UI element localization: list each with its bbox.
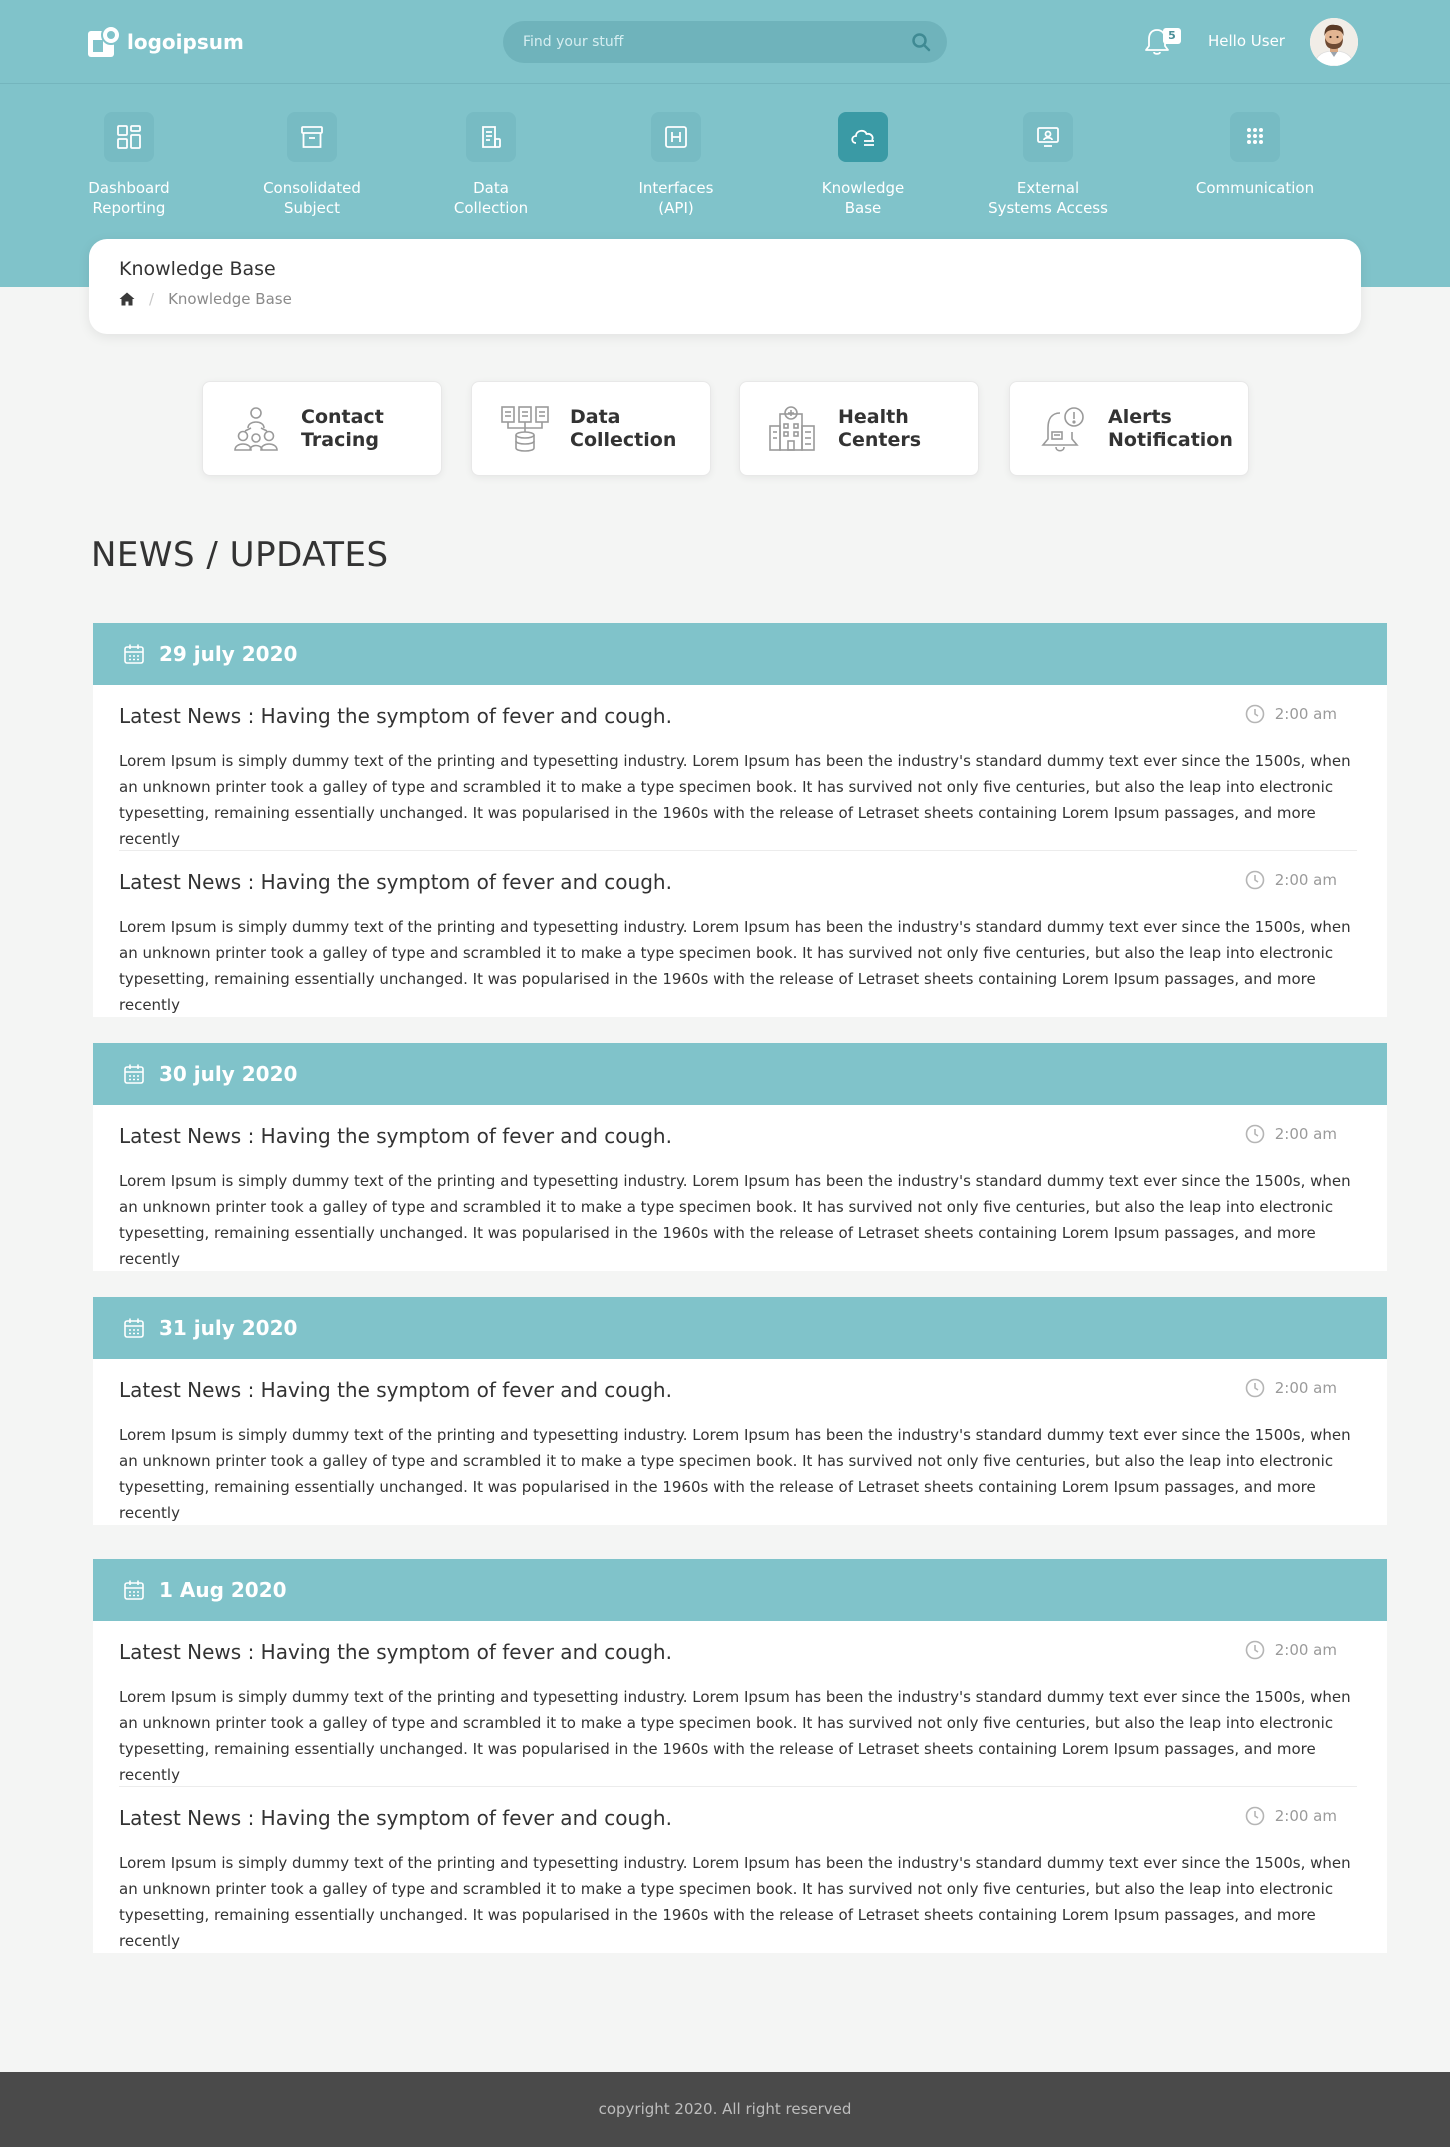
- clock-icon: [1245, 1640, 1265, 1660]
- news-article-body: Lorem Ipsum is simply dummy text of the printing and typesetting industry. Lorem Ipsum has been the industry's standard dummy text ever since the 1500s, when an unknown printer took a galley of type and scrambled it to make a type specimen book. It has survived not only five centuries, but also the leap into electronic typesetting, remaining essentially unchanged. It was popularised in the 1960s with the release of Letraset sheets containing Lorem Ipsum passages, and more recently: [119, 1688, 1351, 1784]
- clock-icon: [1245, 1806, 1265, 1826]
- news-date: 1 Aug 2020: [159, 1578, 287, 1602]
- monitor-user-icon: [1023, 112, 1073, 162]
- news-article[interactable]: [119, 1787, 1357, 1953]
- search-icon[interactable]: [911, 32, 931, 52]
- news-article-title[interactable]: Latest News : Having the symptom of fever and cough.: [119, 1124, 672, 1148]
- breadcrumb-current: Knowledge Base: [168, 290, 292, 308]
- nav-item-knowledge-base[interactable]: [778, 112, 948, 218]
- quick-link-data-collection[interactable]: [471, 381, 711, 476]
- news-article-title[interactable]: Latest News : Having the symptom of fever and cough.: [119, 1640, 672, 1664]
- logo-icon: [87, 26, 121, 58]
- calendar-icon: [123, 643, 145, 665]
- user-avatar-icon: [1310, 18, 1358, 66]
- news-day-group: [93, 1559, 1387, 1953]
- news-article[interactable]: [119, 685, 1357, 851]
- news-day-header: [93, 1297, 1387, 1359]
- news-article-time: [1245, 1124, 1337, 1144]
- news-article[interactable]: [119, 1105, 1357, 1271]
- logo-text: logoipsum: [127, 30, 244, 54]
- news-date: 29 july 2020: [159, 642, 298, 666]
- archive-box-icon: [287, 112, 337, 162]
- quick-link-label: Alerts Notification: [1108, 405, 1233, 451]
- nav-item-consolidated-subject[interactable]: [227, 112, 397, 218]
- news-article-body: Lorem Ipsum is simply dummy text of the printing and typesetting industry. Lorem Ipsum has been the industry's standard dummy text ever since the 1500s, when an unknown printer took a galley of type and scrambled it to make a type specimen book. It has survived not only five centuries, but also the leap into electronic typesetting, remaining essentially unchanged. It was popularised in the 1960s with the release of Letraset sheets containing Lorem Ipsum passages, and more recently: [119, 1172, 1351, 1268]
- calendar-icon: [123, 1063, 145, 1085]
- home-icon[interactable]: [119, 292, 135, 306]
- quick-link-health-centers[interactable]: [739, 381, 979, 476]
- nav-label: Interfaces (API): [638, 179, 714, 217]
- news-day-group: [93, 1043, 1387, 1271]
- news-time-text: 2:00 am: [1274, 1379, 1337, 1397]
- news-day-header: [93, 1559, 1387, 1621]
- avatar[interactable]: [1310, 18, 1358, 66]
- news-article-title[interactable]: Latest News : Having the symptom of fever and cough.: [119, 1378, 672, 1402]
- news-article-time: [1245, 704, 1337, 724]
- page-title: Knowledge Base: [119, 258, 276, 280]
- quick-link-label: Contact Tracing: [301, 405, 384, 451]
- quick-link-label: Health Centers: [838, 405, 922, 451]
- top-bar: [0, 0, 1450, 84]
- dashboard-icon: [104, 112, 154, 162]
- dialpad-icon: [1230, 112, 1280, 162]
- news-article-body: Lorem Ipsum is simply dummy text of the printing and typesetting industry. Lorem Ipsum has been the industry's standard dummy text ever since the 1500s, when an unknown printer took a galley of type and scrambled it to make a type specimen book. It has survived not only five centuries, but also the leap into electronic typesetting, remaining essentially unchanged. It was popularised in the 1960s with the release of Letraset sheets containing Lorem Ipsum passages, and more recently: [119, 1426, 1351, 1522]
- nav-label: Communication: [1195, 179, 1315, 197]
- nav-label: Data Collection: [453, 179, 529, 217]
- clock-icon: [1245, 704, 1265, 724]
- nav-item-dashboard-reporting[interactable]: [44, 112, 214, 218]
- news-article[interactable]: [119, 1359, 1357, 1525]
- news-day-header: [93, 623, 1387, 685]
- news-day-header: [93, 1043, 1387, 1105]
- user-greeting[interactable]: Hello User: [1208, 32, 1285, 50]
- news-article-title[interactable]: Latest News : Having the symptom of fever and cough.: [119, 870, 672, 894]
- breadcrumb-separator: /: [149, 290, 155, 308]
- news-article-title[interactable]: Latest News : Having the symptom of fever and cough.: [119, 1806, 672, 1830]
- nav-item-communication[interactable]: [1170, 112, 1340, 198]
- quick-link-label: Data Collection: [570, 405, 677, 451]
- news-date: 31 july 2020: [159, 1316, 298, 1340]
- news-date: 30 july 2020: [159, 1062, 298, 1086]
- calendar-icon: [123, 1579, 145, 1601]
- news-article[interactable]: [119, 1621, 1357, 1787]
- cloud-icon: [838, 112, 888, 162]
- document-list-icon: [466, 112, 516, 162]
- breadcrumb: [119, 290, 292, 308]
- notification-badge: 5: [1163, 28, 1181, 44]
- clock-icon: [1245, 1124, 1265, 1144]
- copyright-text: copyright 2020. All right reserved: [598, 2100, 852, 2118]
- main-nav: [0, 112, 1450, 222]
- news-day-group: [93, 623, 1387, 1017]
- news-article-time: [1245, 1806, 1337, 1826]
- api-icon: [651, 112, 701, 162]
- footer: [0, 2072, 1450, 2147]
- news-day-group: [93, 1297, 1387, 1525]
- news-time-text: 2:00 am: [1274, 1807, 1337, 1825]
- nav-label: External Systems Access: [988, 179, 1108, 217]
- nav-label: Dashboard Reporting: [88, 179, 170, 217]
- search-bar: [503, 21, 947, 63]
- news-article[interactable]: [119, 851, 1357, 1017]
- news-time-text: 2:00 am: [1274, 871, 1337, 889]
- nav-item-external-systems-access[interactable]: [963, 112, 1133, 218]
- logo[interactable]: [87, 26, 244, 58]
- clock-icon: [1245, 1378, 1265, 1398]
- quick-link-alerts-notification[interactable]: [1009, 381, 1249, 476]
- hospital-icon: [768, 404, 818, 454]
- nav-item-data-collection[interactable]: [406, 112, 576, 218]
- clock-icon: [1245, 870, 1265, 890]
- nav-label: Knowledge Base: [821, 179, 905, 217]
- news-article-body: Lorem Ipsum is simply dummy text of the printing and typesetting industry. Lorem Ipsum has been the industry's standard dummy text ever since the 1500s, when an unknown printer took a galley of type and scrambled it to make a type specimen book. It has survived not only five centuries, but also the leap into electronic typesetting, remaining essentially unchanged. It was popularised in the 1960s with the release of Letraset sheets containing Lorem Ipsum passages, and more recently: [119, 1854, 1351, 1950]
- news-time-text: 2:00 am: [1274, 705, 1337, 723]
- quick-link-contact-tracing[interactable]: [202, 381, 442, 476]
- calendar-icon: [123, 1317, 145, 1339]
- news-time-text: 2:00 am: [1274, 1641, 1337, 1659]
- news-article-title[interactable]: Latest News : Having the symptom of fever and cough.: [119, 704, 672, 728]
- database-icon: [500, 404, 550, 454]
- search-input[interactable]: [503, 21, 947, 63]
- news-article-time: [1245, 1640, 1337, 1660]
- breadcrumb-card: [89, 239, 1361, 334]
- people-network-icon: [231, 404, 281, 454]
- nav-item-interfaces-api[interactable]: [591, 112, 761, 218]
- news-article-body: Lorem Ipsum is simply dummy text of the printing and typesetting industry. Lorem Ipsum has been the industry's standard dummy text ever since the 1500s, when an unknown printer took a galley of type and scrambled it to make a type specimen book. It has survived not only five centuries, but also the leap into electronic typesetting, remaining essentially unchanged. It was popularised in the 1960s with the release of Letraset sheets containing Lorem Ipsum passages, and more recently: [119, 918, 1351, 1014]
- nav-label: Consolidated Subject: [263, 179, 361, 217]
- news-time-text: 2:00 am: [1274, 1125, 1337, 1143]
- news-article-body: Lorem Ipsum is simply dummy text of the printing and typesetting industry. Lorem Ipsum has been the industry's standard dummy text ever since the 1500s, when an unknown printer took a galley of type and scrambled it to make a type specimen book. It has survived not only five centuries, but also the leap into electronic typesetting, remaining essentially unchanged. It was popularised in the 1960s with the release of Letraset sheets containing Lorem Ipsum passages, and more recently: [119, 752, 1351, 848]
- news-article-time: [1245, 870, 1337, 890]
- news-heading: NEWS / UPDATES: [91, 535, 389, 575]
- news-article-time: [1245, 1378, 1337, 1398]
- alert-bell-icon: [1038, 404, 1088, 454]
